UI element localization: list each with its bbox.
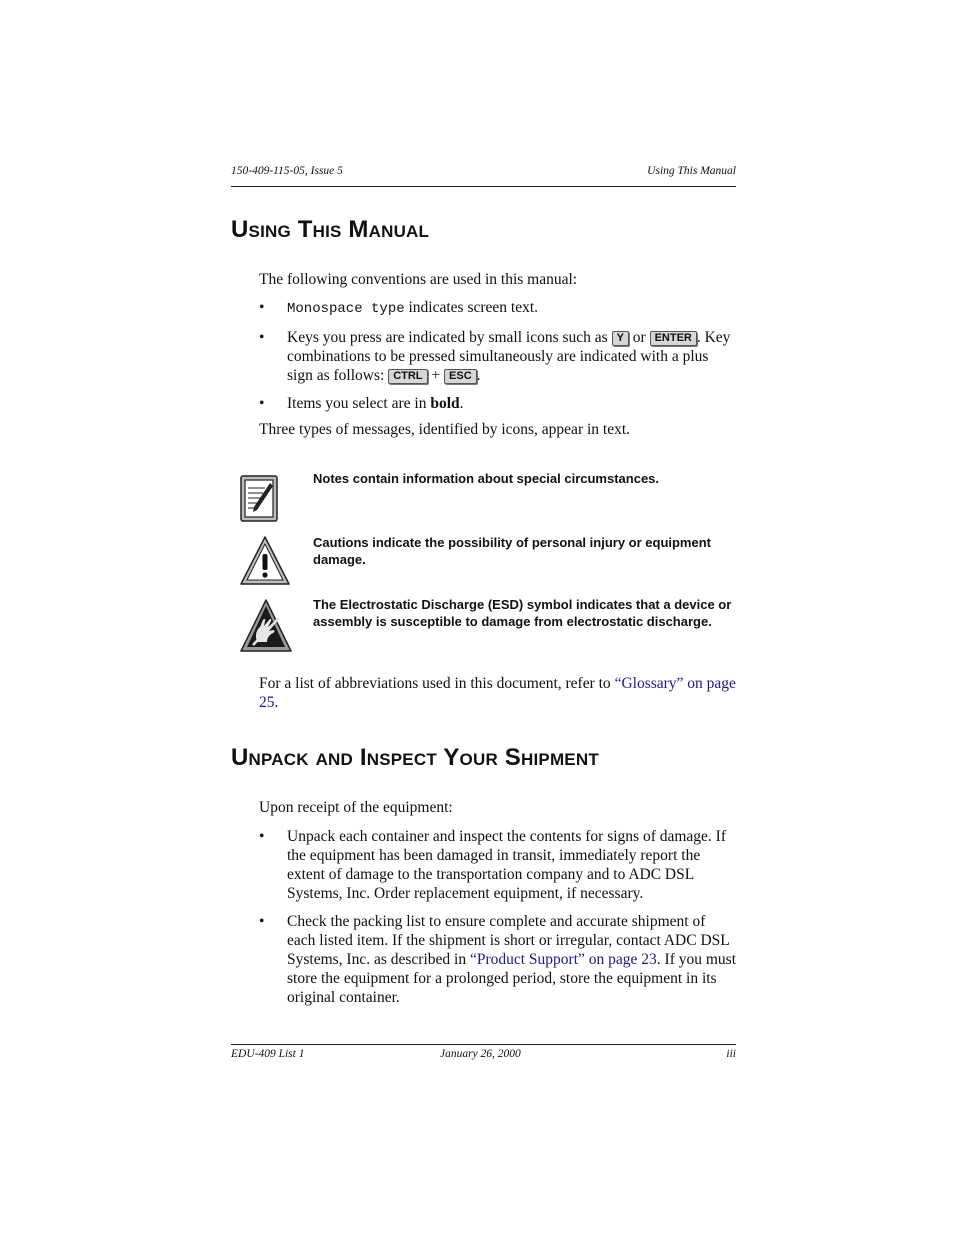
- monospace-sample: Monospace type: [287, 301, 405, 317]
- running-footer: [231, 1044, 736, 1060]
- glossary-link[interactable]: “Glossary” on page 25: [259, 675, 736, 711]
- list-item: • Check the packing list to ensure complete and accurate shipment of each listed item. If the shipment is short or irregular, contact ADC DSL Systems, Inc. as described in “Product Support” on page 23. If you must store the equipment for a prolonged period, store the equipment in its original container.: [259, 913, 736, 1006]
- header-doc-number: 150-409-115-05, Issue 5: [231, 165, 343, 177]
- caution-warning-icon: [239, 535, 291, 587]
- section-title-using-this-manual: Using This Manual: [231, 216, 430, 243]
- list-item: • Unpack each container and inspect the contents for signs of damage. If the equipment has been damaged in transit, immediately report the extent of damage to the transportation company and to ADC DSL Systems, Inc. Order replacement equipment, if necessary.: [259, 828, 727, 902]
- key-esc-icon: ESC: [444, 369, 477, 384]
- list-item: • Items you select are in bold.: [259, 395, 464, 412]
- footer-page-number: iii: [726, 1048, 736, 1060]
- note-message: Notes contain information about special circumstances.: [313, 471, 660, 486]
- glossary-reference: For a list of abbreviations used in this document, refer to “Glossary” on page 25.: [259, 675, 736, 711]
- key-y-icon: Y: [612, 331, 629, 346]
- header-section-title: Using This Manual: [647, 165, 736, 177]
- manual-page: [231, 0, 736, 1235]
- caution-message: Cautions indicate the possibility of personal injury or equipment damage.: [313, 535, 711, 567]
- section-title-unpack-and-inspect: Unpack and Inspect Your Shipment: [231, 744, 599, 771]
- conventions-list: [259, 298, 736, 413]
- footer-date: January 26, 2000: [440, 1048, 521, 1060]
- esd-hand-icon: [239, 598, 293, 654]
- key-ctrl-icon: CTRL: [388, 369, 427, 384]
- footer-product: EDU-409 List 1: [231, 1048, 305, 1060]
- product-support-link[interactable]: “Product Support” on page 23: [469, 951, 657, 968]
- conventions-intro: The following conventions are used in this manual:: [259, 271, 578, 288]
- esd-message: The Electrostatic Discharge (ESD) symbol indicates that a device or assembly is susceptible to damage from electrostatic discharge.: [313, 597, 732, 629]
- list-item: • Monospace type indicates screen text.: [259, 299, 539, 317]
- unpack-intro: Upon receipt of the equipment:: [259, 799, 453, 816]
- running-header: [231, 164, 736, 187]
- messages-intro: Three types of messages, identified by icons, appear in text.: [259, 421, 631, 438]
- list-item: • Keys you press are indicated by small icons such as Y or ENTER . Key combinations to be pressed simultaneously are indicated with a plus sign as follows: CTRL + ESC .: [259, 329, 731, 384]
- note-pencil-icon: [239, 474, 281, 524]
- unpack-list: [259, 827, 736, 1007]
- key-enter-icon: ENTER: [650, 331, 697, 346]
